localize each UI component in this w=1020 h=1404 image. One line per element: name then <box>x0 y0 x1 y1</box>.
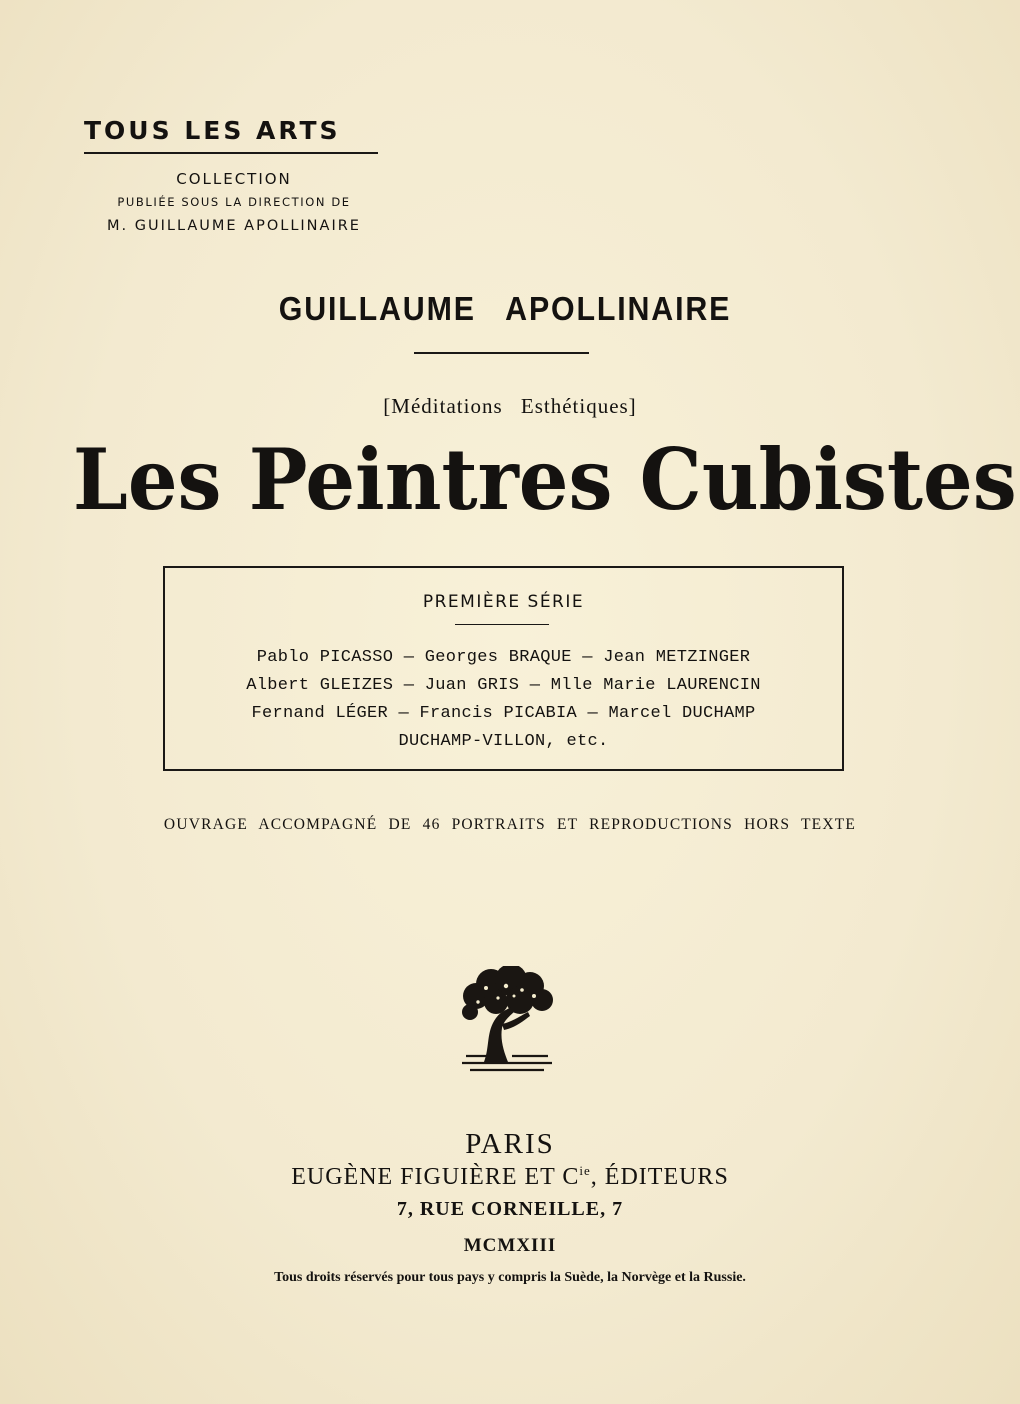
artists-line: Fernand LÉGER — Francis PICABIA — Marcel DUCHAMP <box>251 704 756 723</box>
imprint-publisher-suffix: , ÉDITEURS <box>590 1164 729 1190</box>
series-box <box>163 566 844 771</box>
tree-emblem-icon <box>456 966 556 1076</box>
series-rule <box>455 624 549 625</box>
series-title: PREMIÈRE SÉRIE <box>422 592 585 612</box>
collection-rule <box>84 152 378 154</box>
artists-line: Pablo PICASSO — Georges BRAQUE — Jean METZINGER <box>256 648 751 667</box>
author-rule <box>414 352 589 354</box>
collection-label: COLLECTION <box>176 170 292 188</box>
collection-director: M. GUILLAUME APOLLINAIRE <box>107 218 361 234</box>
collection-name: TOUS LES ARTS <box>84 116 341 145</box>
imprint-publisher-sup: ie <box>579 1163 591 1178</box>
page-title: Les Peintres Cubistes <box>72 430 1017 529</box>
subtitle: [Méditations Esthétiques] <box>383 394 637 418</box>
imprint-publisher <box>160 1163 860 1191</box>
author-name: GUILLAUME APOLLINAIRE <box>278 290 732 327</box>
imprint-year: MCMXIII <box>463 1235 557 1256</box>
work-note: OUVRAGE ACCOMPAGNÉ DE 46 PORTRAITS ET REPRODUCTIONS HORS TEXTE <box>163 816 857 833</box>
imprint-city: PARIS <box>465 1128 555 1160</box>
imprint-publisher-name: EUGÈNE FIGUIÈRE ET C <box>291 1164 580 1190</box>
imprint-address: 7, RUE CORNEILLE, 7 <box>396 1198 624 1220</box>
artists-line: Albert GLEIZES — Juan GRIS — Mlle Marie LAURENCIN <box>246 676 761 695</box>
rights-note: Tous droits réservés pour tous pays y compris la Suède, la Norvège et la Russie. <box>274 1270 746 1285</box>
artists-line: DUCHAMP-VILLON, etc. <box>398 732 609 751</box>
collection-direction: PUBLIÉE SOUS LA DIRECTION DE <box>117 195 351 209</box>
